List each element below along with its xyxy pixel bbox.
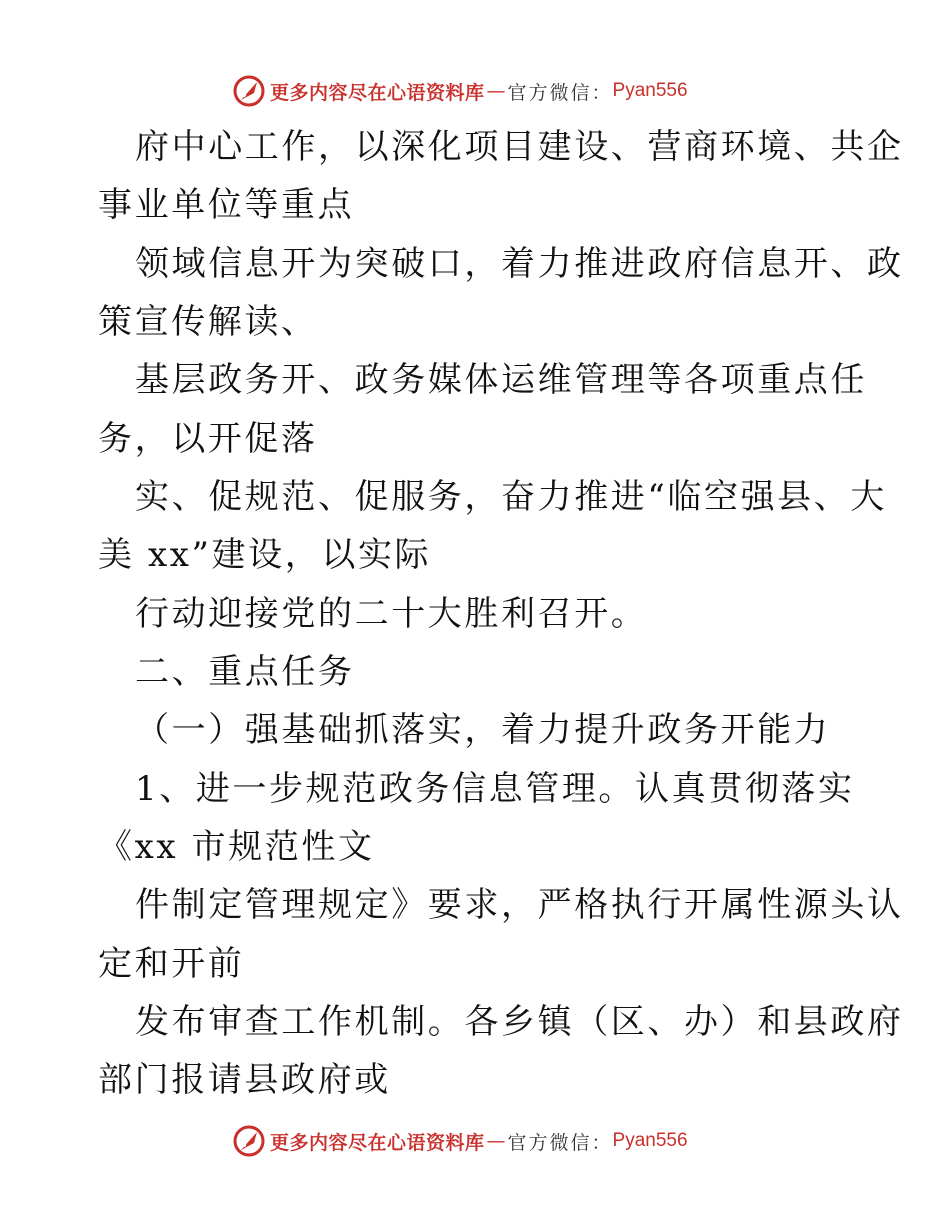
text-line: 行动迎接党的二十大胜利召开。 <box>135 594 648 634</box>
text-line: 基层政务开、政务媒体运维管理等各项重点任 <box>135 360 867 400</box>
watermark-dash: — <box>486 80 506 102</box>
quill-logo-icon <box>232 74 266 108</box>
text-line: 实、促规范、促服务，奋力推进“临空强县、大 <box>135 477 887 517</box>
quill-logo-icon <box>232 1124 266 1158</box>
text-line: 领域信息开为突破口，着力推进政府信息开、政 <box>135 244 904 284</box>
header-watermark <box>232 74 752 108</box>
text-line: 《xx 市规范性文 <box>98 827 375 867</box>
text-line: 策宣传解读、 <box>98 302 318 342</box>
watermark-main-text: 更多内容尽在心语资料库 <box>270 1131 485 1154</box>
text-line: 1、进一步规范政务信息管理。认真贯彻落实 <box>135 769 855 809</box>
section-heading: 二、重点任务 <box>135 652 355 692</box>
text-line: 美 xx”建设，以实际 <box>98 535 432 575</box>
watermark-id: Pyan556 <box>612 80 688 101</box>
text-line: 事业单位等重点 <box>98 185 355 225</box>
text-line: 部门报请县政府或 <box>98 1060 391 1100</box>
text-line: 件制定管理规定》要求，严格执行开属性源头认 <box>135 885 904 925</box>
watermark-sub-text: 官方微信： <box>507 1131 613 1154</box>
watermark-id: Pyan556 <box>612 1130 688 1151</box>
text-line: 务，以开促落 <box>98 419 318 459</box>
text-line: 定和开前 <box>98 944 245 984</box>
watermark-main-text: 更多内容尽在心语资料库 <box>270 81 485 104</box>
watermark-sub-text: 官方微信： <box>507 81 613 104</box>
document-body <box>0 118 950 1118</box>
subsection-heading: （一）强基础抓落实，着力提升政务开能力 <box>135 710 831 750</box>
text-line: 府中心工作，以深化项目建设、营商环境、共企 <box>135 127 904 167</box>
footer-watermark <box>232 1124 752 1158</box>
watermark-dash: — <box>486 1130 506 1152</box>
text-line: 发布审查工作机制。各乡镇（区、办）和县政府 <box>135 1002 904 1042</box>
